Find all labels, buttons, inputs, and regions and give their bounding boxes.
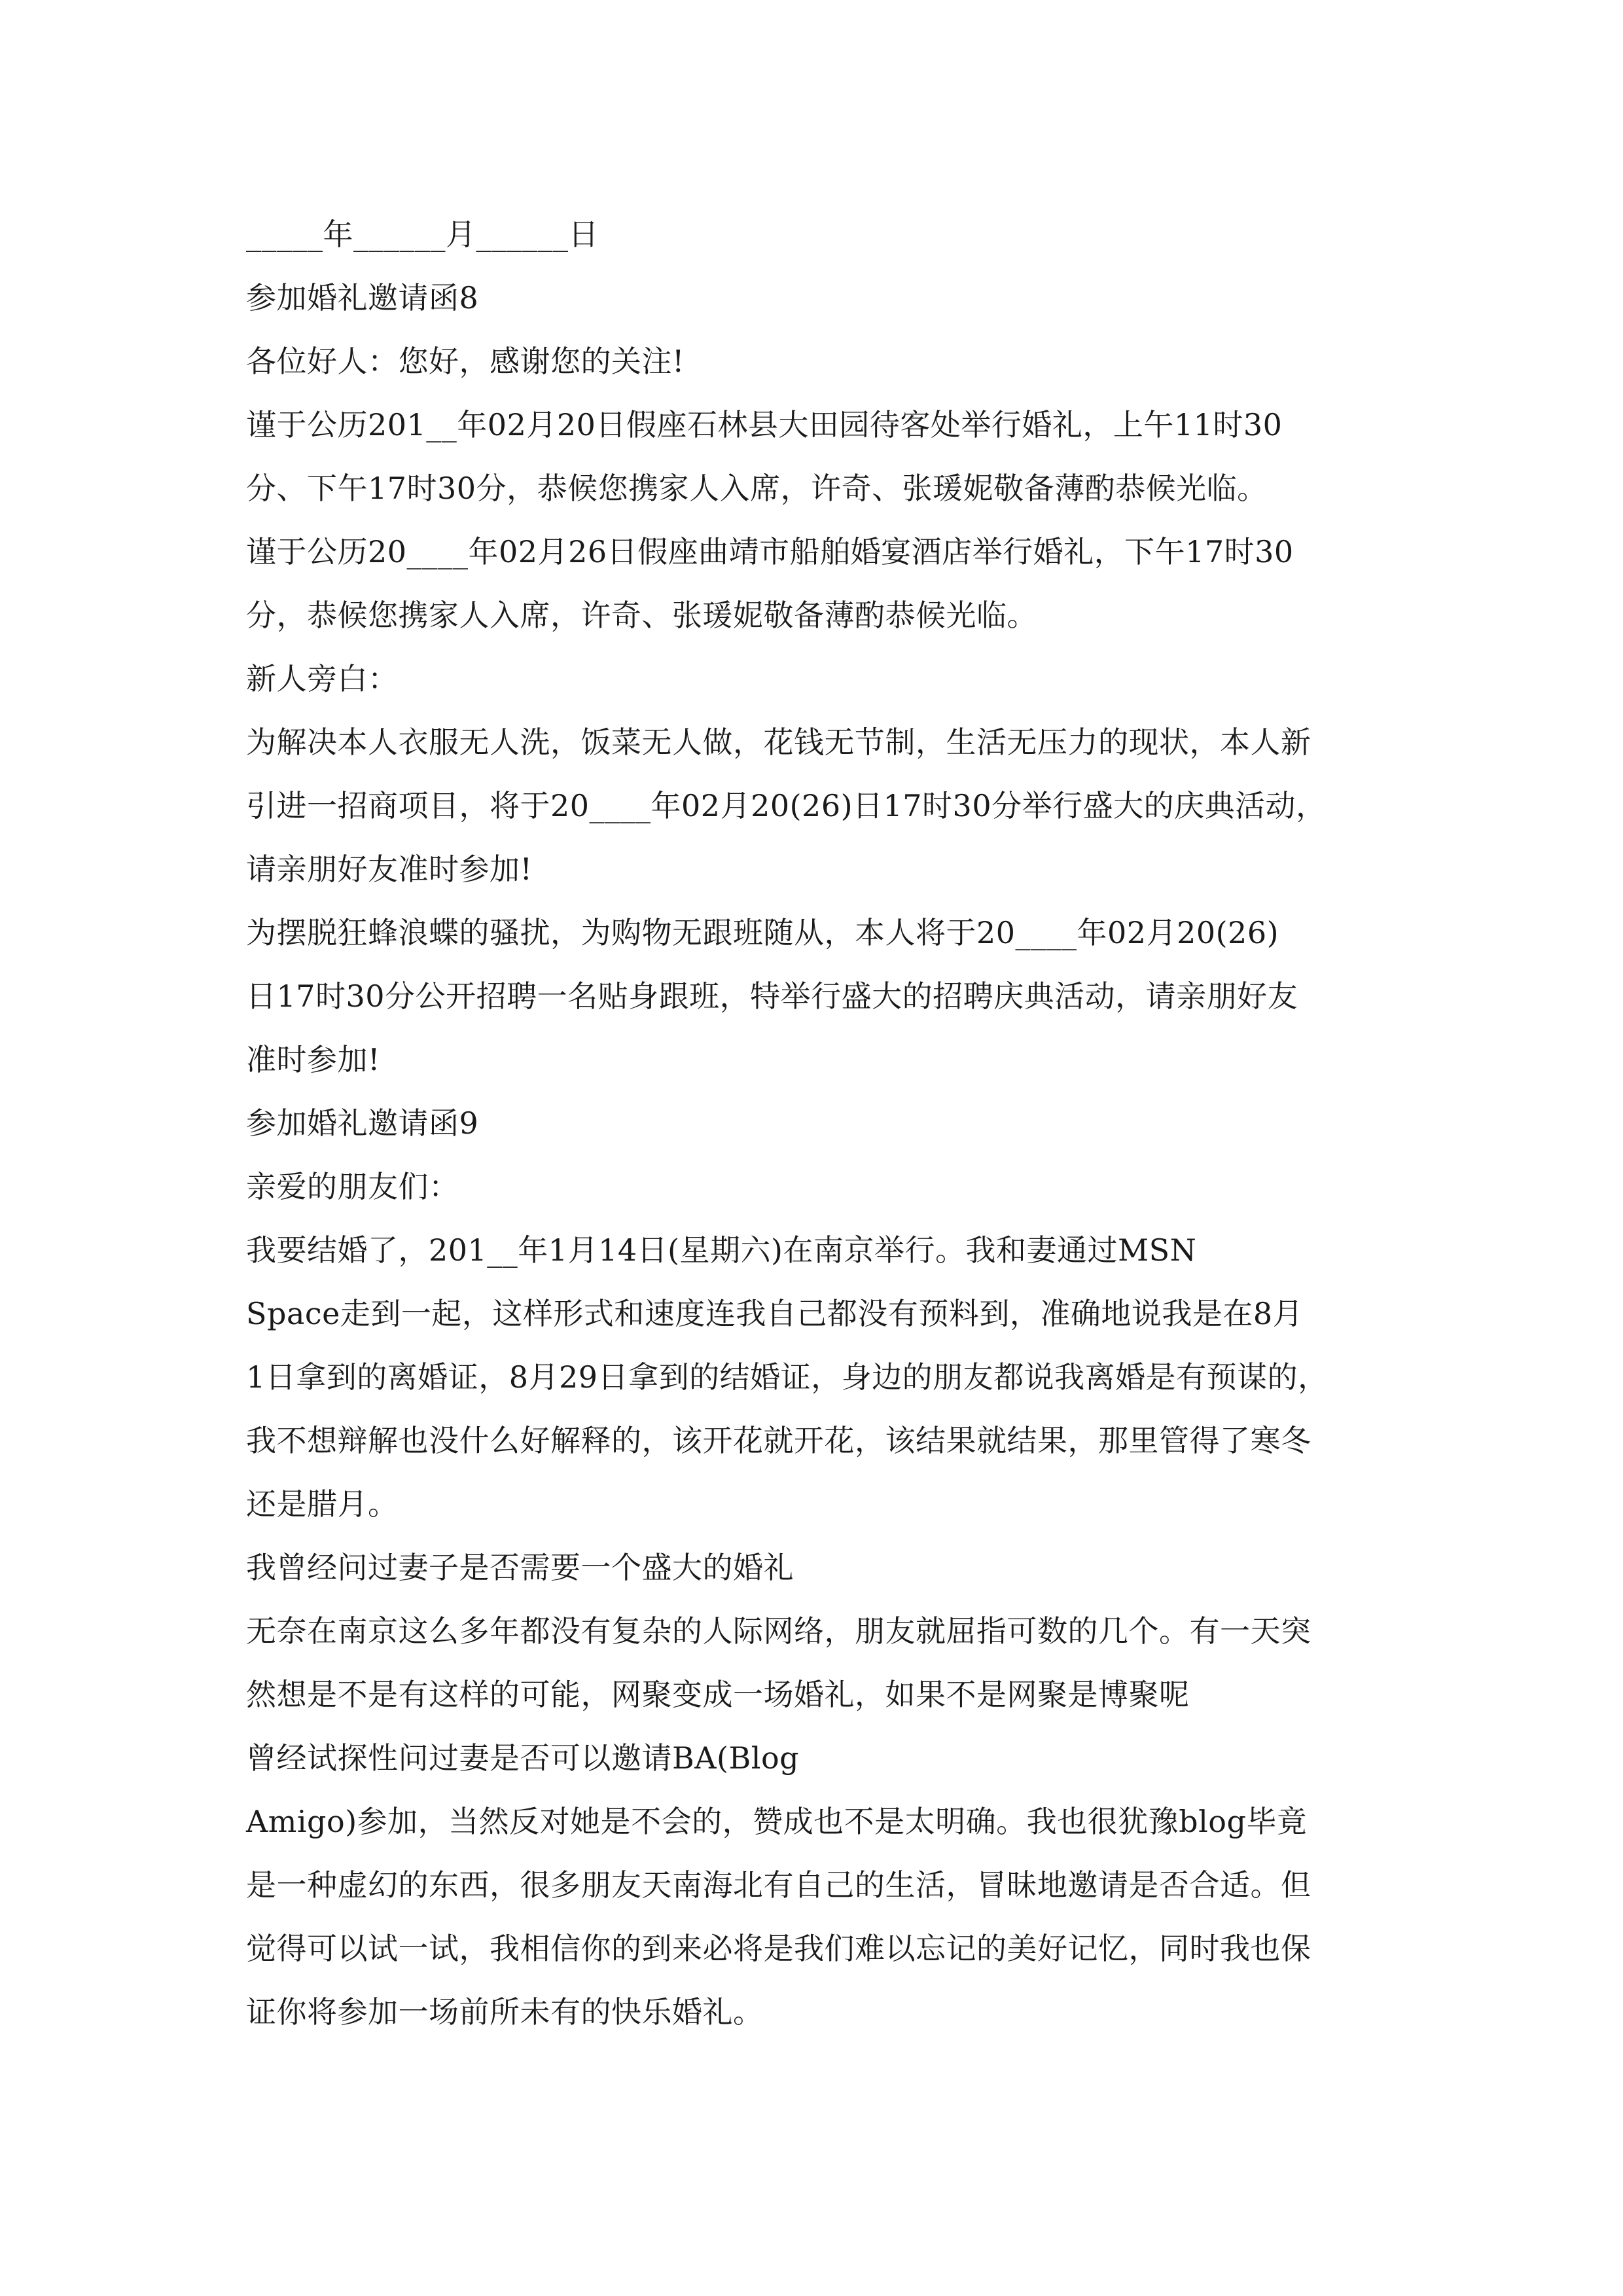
text-line: 我不想辩解也没什么好解释的，该开花就开花，该结果就结果，那里管得了寒冬 <box>246 1423 1311 1458</box>
text-line: 各位好人：您好，感谢您的关注! <box>246 344 685 379</box>
text-line: 曾经试探性问过妻是否可以邀请BA(Blog <box>246 1740 800 1776</box>
text-line: 请亲朋好友准时参加! <box>246 852 533 887</box>
text-line: 还是腊月。 <box>246 1486 399 1522</box>
text-line: 参加婚礼邀请函9 <box>246 1105 479 1141</box>
text-line: 分、下午17时30分，恭候您携家人入席，许奇、张瑗妮敬备薄酌恭候光临。 <box>246 471 1268 506</box>
text-line: 证你将参加一场前所未有的快乐婚礼。 <box>246 1994 764 2030</box>
text-line: 是一种虚幻的东西，很多朋友天南海北有自己的生活，冒昧地邀请是否合适。但 <box>246 1867 1311 1903</box>
text-line: Space走到一起，这样形式和速度连我自己都没有预料到，准确地说我是在8月 <box>246 1296 1304 1331</box>
text-line: 无奈在南京这么多年都没有复杂的人际网络，朋友就屈指可数的几个。有一天突 <box>246 1613 1311 1649</box>
text-line: 亲爱的朋友们： <box>246 1169 459 1204</box>
text-line: 准时参加! <box>246 1042 380 1077</box>
text-line: 我曾经问过妻子是否需要一个盛大的婚礼 <box>246 1550 794 1585</box>
text-line: 我要结婚了，201__年1月14日(星期六)在南京举行。我和妻通过MSN <box>246 1232 1197 1268</box>
text-line: 觉得可以试一试，我相信你的到来必将是我们难以忘记的美好记忆，同时我也保 <box>246 1931 1311 1966</box>
text-line: 分，恭候您携家人入席，许奇、张瑗妮敬备薄酌恭候光临。 <box>246 598 1037 633</box>
text-line: 参加婚礼邀请函8 <box>246 280 479 315</box>
text-line: _____年______月______日 <box>246 217 599 252</box>
text-line: 新人旁白： <box>246 661 399 696</box>
text-line: 谨于公历20____年02月26日假座曲靖市船舶婚宴酒店举行婚礼，下午17时30 <box>246 534 1294 569</box>
text-line: 日17时30分公开招聘一名贴身跟班，特举行盛大的招聘庆典活动，请亲朋好友 <box>246 978 1298 1014</box>
text-line: 然想是不是有这样的可能，网聚变成一场婚礼，如果不是网聚是博聚呢 <box>246 1677 1190 1712</box>
text-line: 1日拿到的离婚证，8月29日拿到的结婚证，身边的朋友都说我离婚是有预谋的， <box>246 1359 1329 1395</box>
text-line: 引进一招商项目，将于20____年02月20(26)日17时30分举行盛大的庆典活动， <box>246 788 1327 823</box>
text-line: 谨于公历201__年02月20日假座石林县大田园待客处举行婚礼，上午11时30 <box>246 407 1283 442</box>
text-line: Amigo)参加，当然反对她是不会的，赞成也不是太明确。我也很犹豫blog毕竟 <box>246 1804 1308 1839</box>
document-body <box>246 203 1385 2044</box>
text-line: 为解决本人衣服无人洗，饭菜无人做，花钱无节制，生活无压力的现状，本人新 <box>246 725 1311 760</box>
text-line: 为摆脱狂蜂浪蝶的骚扰，为购物无跟班随从，本人将于20____年02月20(26) <box>246 915 1279 950</box>
